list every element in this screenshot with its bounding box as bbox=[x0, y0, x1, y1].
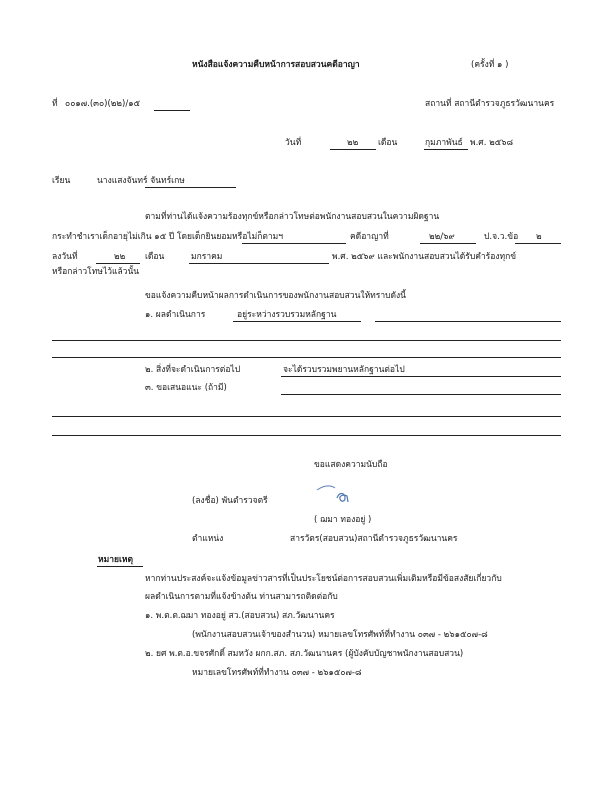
blank-line-4 bbox=[52, 435, 561, 436]
recipient-name: นางแสงจันทร์ จันทร์เกษ bbox=[97, 176, 185, 186]
doc-no: ๐๐๑๗.(๓๐)(๒๒)/๑๕ bbox=[65, 99, 141, 109]
date-label: วันที่ bbox=[285, 138, 302, 148]
item-2-label: ๒. สิ่งที่จะดำเนินการต่อไป bbox=[145, 365, 241, 375]
signature bbox=[315, 480, 355, 506]
item-3-underline bbox=[281, 394, 561, 395]
position-label: ตำแหน่ง bbox=[192, 534, 224, 544]
notes-line-1: หากท่านประสงค์จะแจ้งข้อมูลข่าวสารที่เป็นประโยชน์ต่อการสอบสวนเพิ่มเติมหรือมีข้อสงสัยเกี่ยวกับ bbox=[145, 574, 502, 584]
case-month-underline bbox=[189, 263, 329, 264]
notes-heading-underline bbox=[97, 566, 143, 567]
contact-2-line-2: หมายเลขโทรศัพท์ที่ทำงาน ๐๓๗ - ๒๖๑๕๐๗-๘ bbox=[192, 668, 362, 678]
recipient-label: เรียน bbox=[52, 176, 71, 186]
position: สารวัตร(สอบสวน)สถานีตำรวจภูธรวัฒนานคร bbox=[290, 534, 458, 544]
pcv-label: ป.จ.ว.ข้อ bbox=[484, 232, 519, 242]
item-1-value-underline bbox=[233, 321, 361, 322]
blank-line-1 bbox=[52, 340, 561, 341]
offense-underline bbox=[242, 243, 346, 244]
round-number: (ครั้งที่ ๑ ) bbox=[471, 60, 509, 70]
contact-1-line-2: (พนักงานสอบสวนเจ้าของสำนวน) หมายเลขโทรศัพท์ที่ทำงาน ๐๓๗ - ๒๖๑๕๐๗-๘ bbox=[192, 630, 488, 640]
blank-line-2 bbox=[52, 357, 561, 358]
case-month: มกราคม bbox=[191, 252, 223, 262]
date-month: กุมภาพันธ์ bbox=[425, 138, 463, 148]
month-label: เดือน bbox=[145, 252, 165, 262]
pcv-no: ๒ bbox=[536, 232, 542, 242]
item-1-extra-underline bbox=[375, 321, 561, 322]
doc-no-underline bbox=[154, 110, 190, 111]
case-day-underline bbox=[96, 263, 140, 264]
item-3-label: ๓. ขอเสนอแนะ (ถ้ามี) bbox=[145, 383, 227, 393]
item-1-value: อยู่ระหว่างรวบรวมหลักฐาน bbox=[237, 310, 337, 320]
signer-name: ( ฌมา ทองอยู่ ) bbox=[314, 515, 372, 525]
paragraph-1-line-1: ตามที่ท่านได้แจ้งความร้องทุกข์หรือกล่าวโทษต่อพนักงานสอบสวนในความผิดฐาน bbox=[145, 212, 440, 222]
contact-1-line-1: ๑. พ.ต.ต.ฌมา ทองอยู่ สว.(สอบสวน) สภ.วัฒนานคร bbox=[145, 611, 335, 621]
pcv-no-underline bbox=[515, 243, 561, 244]
contact-2-line-1: ๒. ยศ พ.ต.อ.ขจรศักดิ์ สมหวัง ผกก.สภ. สภ.วัฒนานคร (ผู้บังคับบัญชาพนักงานสอบสวน) bbox=[145, 649, 464, 659]
recipient-underline bbox=[145, 187, 236, 188]
signed-label: (ลงชื่อ) พันตำรวจตรี bbox=[192, 496, 268, 506]
station: สถานที่ สถานีตำรวจภูธรวัฒนานคร bbox=[425, 99, 555, 109]
item-2-value: จะได้รวบรวมพยานหลักฐานต่อไป bbox=[283, 365, 405, 375]
notes-line-2: ผลดำเนินการตามที่แจ้งข้างต้น ท่านสามารถติดต่อกับ bbox=[145, 592, 338, 602]
document-title: หนังสือแจ้งความคืบหน้าการสอบสวนคดีอาญา bbox=[192, 60, 360, 70]
paragraph-1-line-2: กระทำชำเราเด็กอายุไม่เกิน ๑๕ ปี โดยเด็กยินยอมหรือไม่ก็ตามฯ bbox=[52, 232, 284, 242]
case-day: ๒๒ bbox=[114, 252, 126, 262]
date-year: พ.ศ. ๒๕๖๘ bbox=[470, 138, 514, 148]
blank-line-3 bbox=[52, 416, 561, 417]
date-month-underline bbox=[424, 149, 468, 150]
item-1-label: ๑. ผลดำเนินการ bbox=[145, 310, 206, 320]
item-2-underline bbox=[281, 376, 561, 377]
date-day-underline bbox=[330, 149, 376, 150]
date-month-label: เดือน bbox=[378, 138, 398, 148]
paragraph-1-line-3-end: พ.ศ. ๒๕๖๙ และพนักงานสอบสวนได้รับคำร้องทุกข์ bbox=[332, 252, 517, 262]
day-label: ลงวันที่ bbox=[52, 252, 78, 262]
doc-no-label: ที่ bbox=[52, 99, 58, 109]
case-no-underline bbox=[420, 243, 476, 244]
case-no: ๒๒/๖๙ bbox=[429, 232, 455, 242]
paragraph-2: ขอแจ้งความคืบหน้าผลการดำเนินการของพนักงานสอบสวนให้ทราบดังนี้ bbox=[145, 291, 406, 301]
regards: ขอแสดงความนับถือ bbox=[314, 460, 388, 470]
date-day: ๒๒ bbox=[347, 138, 359, 148]
paragraph-1-line-4: หรือกล่าวโทษไว้แล้วนั้น bbox=[52, 267, 140, 277]
case-label: คดีอาญาที่ bbox=[350, 232, 389, 242]
notes-heading: หมายเหตุ bbox=[98, 555, 133, 565]
